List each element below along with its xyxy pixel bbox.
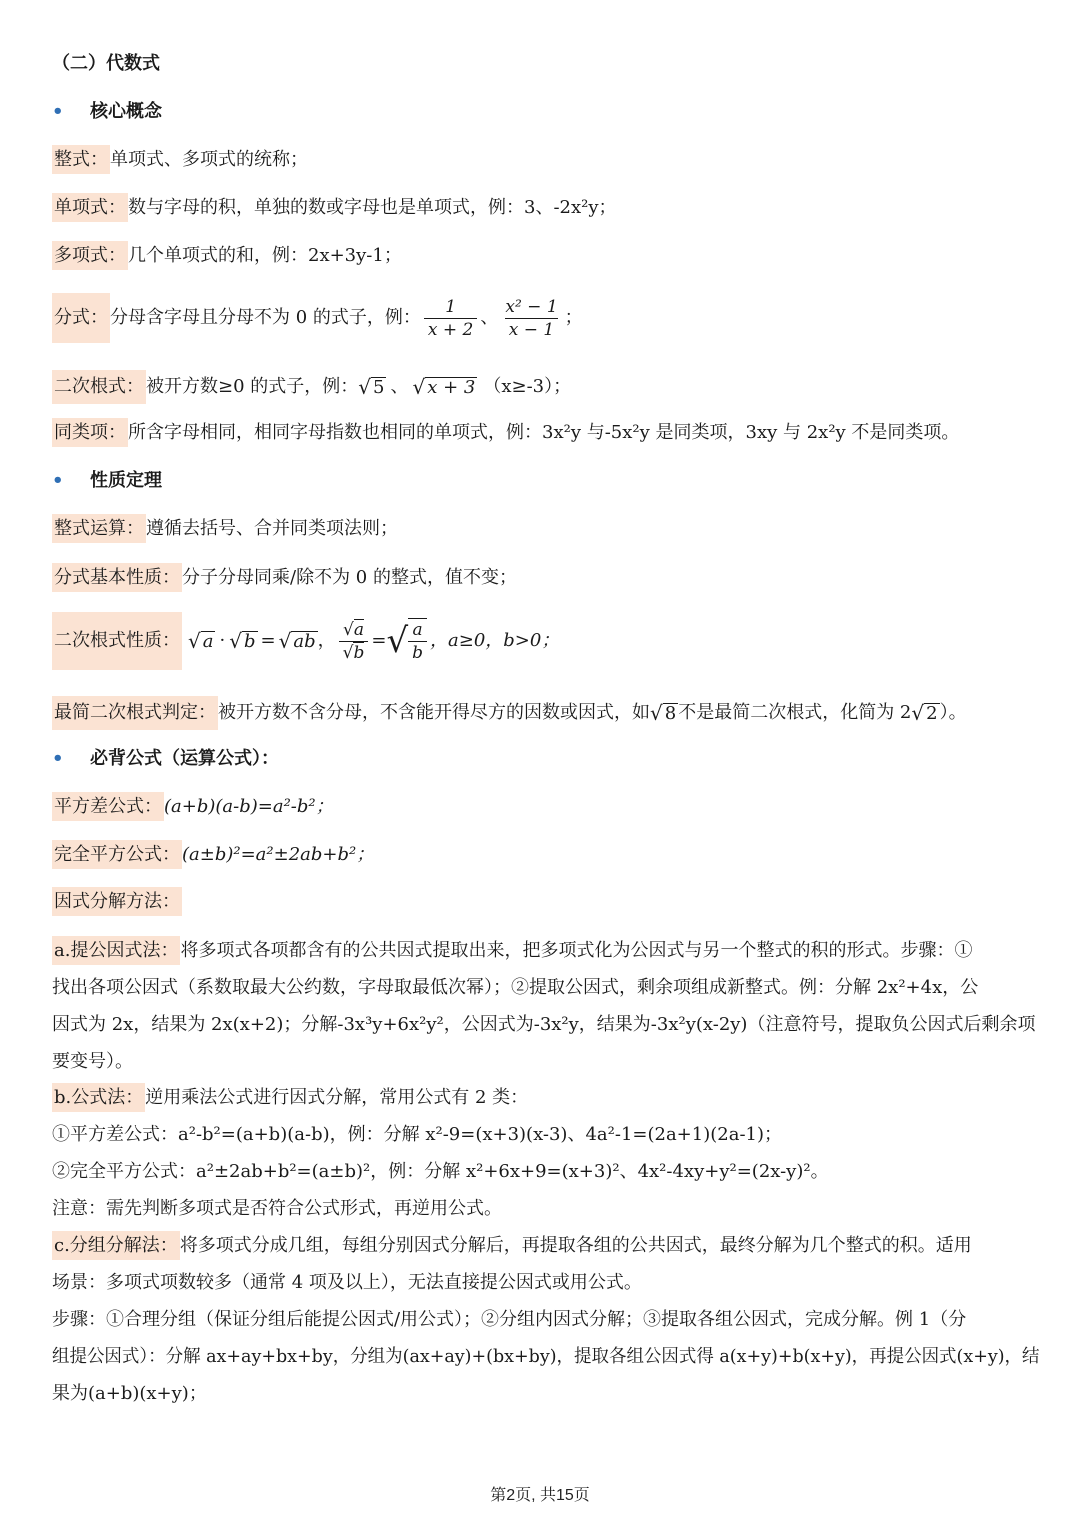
property-fenshi	[52, 565, 517, 591]
formula-text: (a±b)²=a²±2ab+b²；	[182, 844, 375, 865]
radical-2: √ 2	[911, 701, 938, 725]
radical-fraction-right: √ $\frac{a}{b}$	[386, 618, 430, 664]
radical-ab: √ ab	[278, 629, 316, 653]
property-text: 分子分母同乘/除不为 0 的整式，值不变；	[182, 567, 517, 588]
equals-sign: =	[260, 630, 276, 651]
radical-condition: ，a≥0，b>0；	[430, 630, 560, 651]
radical-b: √ b	[229, 629, 256, 653]
method-a-line-2: 找出各项公因式（系数取最大公约数，字母取最低次幂）；②提取公因式，剩余项组成新整式。例：分解 2x²+4x，公	[52, 977, 979, 998]
method-b-line-1	[52, 1085, 528, 1111]
term-highlight: 最简二次根式判定：	[52, 696, 218, 730]
method-text: 将多项式分成几组，每组分别因式分解后，再提取各组的公共因式，最终分解为几个整式的积。适用	[179, 1235, 972, 1256]
bullet-icon: •	[52, 748, 64, 769]
term-highlight: 整式运算：	[52, 514, 146, 543]
bullet-icon: •	[52, 101, 64, 122]
property-zuijian	[52, 696, 967, 730]
term-highlight: 二次根式性质：	[52, 612, 182, 670]
method-c-line-4: 组提公因式）：分解 ax+ay+bx+by，分组为(ax+ay)+(bx+by)，提取各组公因式得 a(x+y)+b(x+y)，再提公因式(x+y)，结	[52, 1346, 1040, 1367]
term-highlight: 二次根式：	[52, 370, 146, 404]
formula-text: (a+b)(a-b)=a²-b²；	[164, 796, 334, 817]
radical-condition: （x≥-3）；	[483, 376, 572, 397]
radical-8: √ 8	[650, 701, 677, 725]
method-text: 将多项式各项都含有的公共因式提取出来，把多项式化为公因式与另一个整式的积的形式。步骤：①	[180, 940, 973, 961]
radical-example-1: √ 5	[358, 375, 385, 399]
method-text: 逆用乘法公式进行因式分解，常用公式有 2 类：	[145, 1087, 529, 1108]
dot-operator: ·	[219, 630, 226, 651]
concept-duoxiangshi	[52, 243, 402, 269]
method-a-line-4: 要变号）。	[52, 1051, 133, 1072]
section-title: 必背公式（运算公式）：	[90, 748, 279, 769]
method-b-line-2: ①平方差公式：a²-b²=(a+b)(a-b)，例：分解 x²-9=(x+3)(x-3)、4a²-1=(2a+1)(2a-1)；	[52, 1124, 783, 1145]
section-core-concepts	[52, 99, 162, 125]
term-highlight: 整式：	[52, 145, 110, 174]
method-a-line-3: 因式为 2x，结果为 2x(x+2)；分解-3x³y+6x²y²，公因式为-3x²y，结果为-3x²y(x-2y)（注意符号，提取负公因式后剩余项	[52, 1014, 1036, 1035]
formula-pingfangcha	[52, 794, 334, 820]
section-title: 核心概念	[90, 101, 162, 122]
formula-yinshi	[52, 889, 182, 915]
section-formulas	[52, 746, 279, 772]
concept-text: 被开方数≥0 的式子，例：	[146, 376, 359, 397]
line-end: ）。	[939, 702, 967, 723]
separator: 、	[480, 307, 499, 328]
section-title: 性质定理	[90, 470, 162, 491]
term-highlight: 因式分解方法：	[52, 887, 182, 916]
term-highlight: 完全平方公式：	[52, 840, 182, 869]
term-highlight: 同类项：	[52, 418, 128, 447]
radical-a: √ a	[188, 629, 214, 653]
radical-fraction-left: $\frac{√a}{√b}$	[339, 619, 369, 664]
term-highlight: 分式：	[52, 293, 110, 343]
term-highlight: 单项式：	[52, 193, 128, 222]
term-highlight: 多项式：	[52, 241, 128, 270]
concept-text: 分母含字母且分母不为 0 的式子，例：	[110, 307, 421, 328]
property-text-2: 不是最简二次根式，化简为 2	[678, 702, 912, 723]
method-c-line-3: 步骤：①合理分组（保证分组后能提公因式/用公式）；②分组内因式分解；③提取各组公因式，完成分解。例 1（分	[52, 1309, 967, 1330]
line-end: ；	[564, 307, 583, 328]
concept-tongleixiang	[52, 420, 959, 446]
separator: ，	[317, 630, 336, 651]
concept-text: 所含字母相同，相同字母指数也相同的单项式，例：3x²y 与-5x²y 是同类项，3xy 与 2x²y 不是同类项。	[128, 422, 960, 443]
chapter-heading: （二）代数式	[52, 53, 160, 74]
method-c-line-5: 果为(a+b)(x+y)；	[52, 1383, 207, 1404]
method-b-line-4: 注意：需先判断多项式是否符合公式形式，再逆用公式。	[52, 1198, 502, 1219]
fraction-example-2: $\frac{\text{x² − 1}}{x - 1}$	[505, 296, 558, 340]
property-text: 被开方数不含分母，不含能开得尽方的因数或因式，如	[218, 702, 650, 723]
page-footer: 第2页, 共15页	[490, 1487, 590, 1504]
equals-sign: =	[371, 630, 387, 651]
concept-genshi	[52, 370, 571, 404]
term-highlight: c.分组分解法：	[52, 1231, 180, 1260]
property-text: 遵循去括号、合并同类项法则；	[146, 518, 398, 539]
concept-text: 数与字母的积，单独的数或字母也是单项式，例：3、-2x²y；	[128, 197, 617, 218]
concept-text: 几个单项式的和，例：2x+3y-1；	[128, 245, 402, 266]
method-a-line-1	[52, 938, 972, 964]
separator: 、	[390, 376, 409, 397]
formula-wanquan	[52, 842, 374, 868]
radical-example-2: √ x + 3	[412, 375, 476, 399]
concept-zhengshi	[52, 147, 308, 173]
section-properties	[52, 468, 162, 494]
method-c-line-2: 场景：多项式项数较多（通常 4 项及以上），无法直接提公因式或用公式。	[52, 1272, 642, 1293]
concept-text: 单项式、多项式的统称；	[110, 149, 308, 170]
bullet-icon: •	[52, 470, 64, 491]
property-genshi	[52, 612, 559, 670]
method-b-line-3: ②完全平方公式：a²±2ab+b²=(a±b)²，例：分解 x²+6x+9=(x+3)²、4x²-4xy+y²=(2x-y)²。	[52, 1161, 829, 1182]
method-c-line-1	[52, 1233, 972, 1259]
term-highlight: 平方差公式：	[52, 792, 164, 821]
term-highlight: a.提公因式法：	[52, 936, 180, 965]
fraction-example-1: $\frac{1}{x + 2}$	[424, 296, 477, 341]
property-yunsuan	[52, 516, 398, 542]
term-highlight: 分式基本性质：	[52, 563, 182, 592]
concept-fenshi	[52, 292, 583, 344]
term-highlight: b.公式法：	[52, 1083, 145, 1112]
concept-danxiangshi	[52, 195, 617, 221]
